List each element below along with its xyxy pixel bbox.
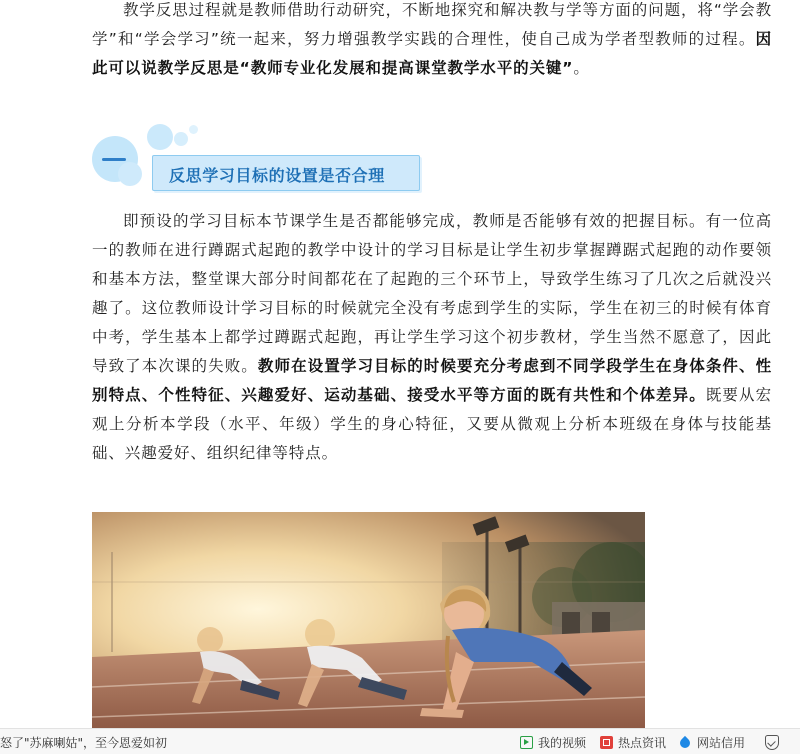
video-icon: [520, 736, 533, 749]
section-heading-box: [152, 155, 420, 191]
site-credit-label: 网站信用: [697, 735, 746, 750]
hot-news-label: 热点资讯: [618, 735, 667, 750]
bubble-decoration-small: [147, 124, 173, 150]
goals-bold-text: 教师在设置学习目标的时候要充分考虑到不同学段学生在身体条件、性别特点、个性特征、兴趣爱好、运动基础、接受水平等方面的既有共性和个体差异。: [92, 357, 772, 404]
bubble-decoration-small: [118, 162, 142, 186]
dash-mark-icon: [102, 158, 126, 161]
intro-end-punct: 。: [573, 59, 590, 77]
section-heading: [92, 122, 432, 194]
my-videos-label: 我的视频: [538, 735, 587, 750]
bubble-decoration-small: [189, 125, 198, 134]
bubble-decoration-small: [174, 132, 188, 146]
paragraph-goals: [92, 207, 772, 468]
my-videos-button[interactable]: [520, 733, 586, 751]
article-photo: [92, 512, 645, 728]
goals-text-2: 既要从宏观上分析本学段（水平、年级）学生的身心特征，又要从微观上分析本班级在身体与技能基础、兴趣爱好、组织纪律等特点。: [92, 386, 772, 462]
hot-news-button[interactable]: [600, 733, 666, 751]
news-icon: [600, 736, 613, 749]
shield-icon: [765, 735, 779, 750]
news-ticker-link[interactable]: 怒了"苏麻喇姑"，至今恩爱如初: [0, 736, 168, 750]
paragraph-intro: [92, 0, 772, 83]
drop-icon: [678, 736, 692, 750]
security-button[interactable]: [765, 733, 784, 751]
children-sprint-start-photo: [92, 512, 645, 728]
goals-text-1: 即预设的学习目标本节课学生是否都能够完成，教师是否能够有效的把握目标。有一位高一的教师在进行蹲踞式起跑的教学中设计的学习目标是让学生初步掌握蹲踞式起跑的动作要领和基本方法，整堂课大部分时间都花在了起跑的三个环节上，导致学生练习了几次之后就没兴趣了。这位教师设计学习目标的时候就完全没有考虑到学生的实际，学生在初三的时候有体育中考，学生基本上都学过蹲踞式起跑，再让学生学习这个初步教材，学生当然不愿意了，因此导致了本次课的失败。: [92, 212, 772, 375]
browser-status-bar: [0, 728, 800, 754]
intro-bold-text: 因此可以说教学反思是“教师专业化发展和提高课堂教学水平的关键”: [92, 30, 772, 77]
site-credit-button[interactable]: [680, 733, 745, 751]
intro-text: 教学反思过程就是教师借助行动研究，不断地探究和解决教与学等方面的问题，将“学会教学”和“学会学习”统一起来，努力增强教学实践的合理性，使自己成为学者型教师的过程。: [92, 1, 772, 48]
section-heading-text: 反思学习目标的设置是否合理: [169, 166, 385, 185]
